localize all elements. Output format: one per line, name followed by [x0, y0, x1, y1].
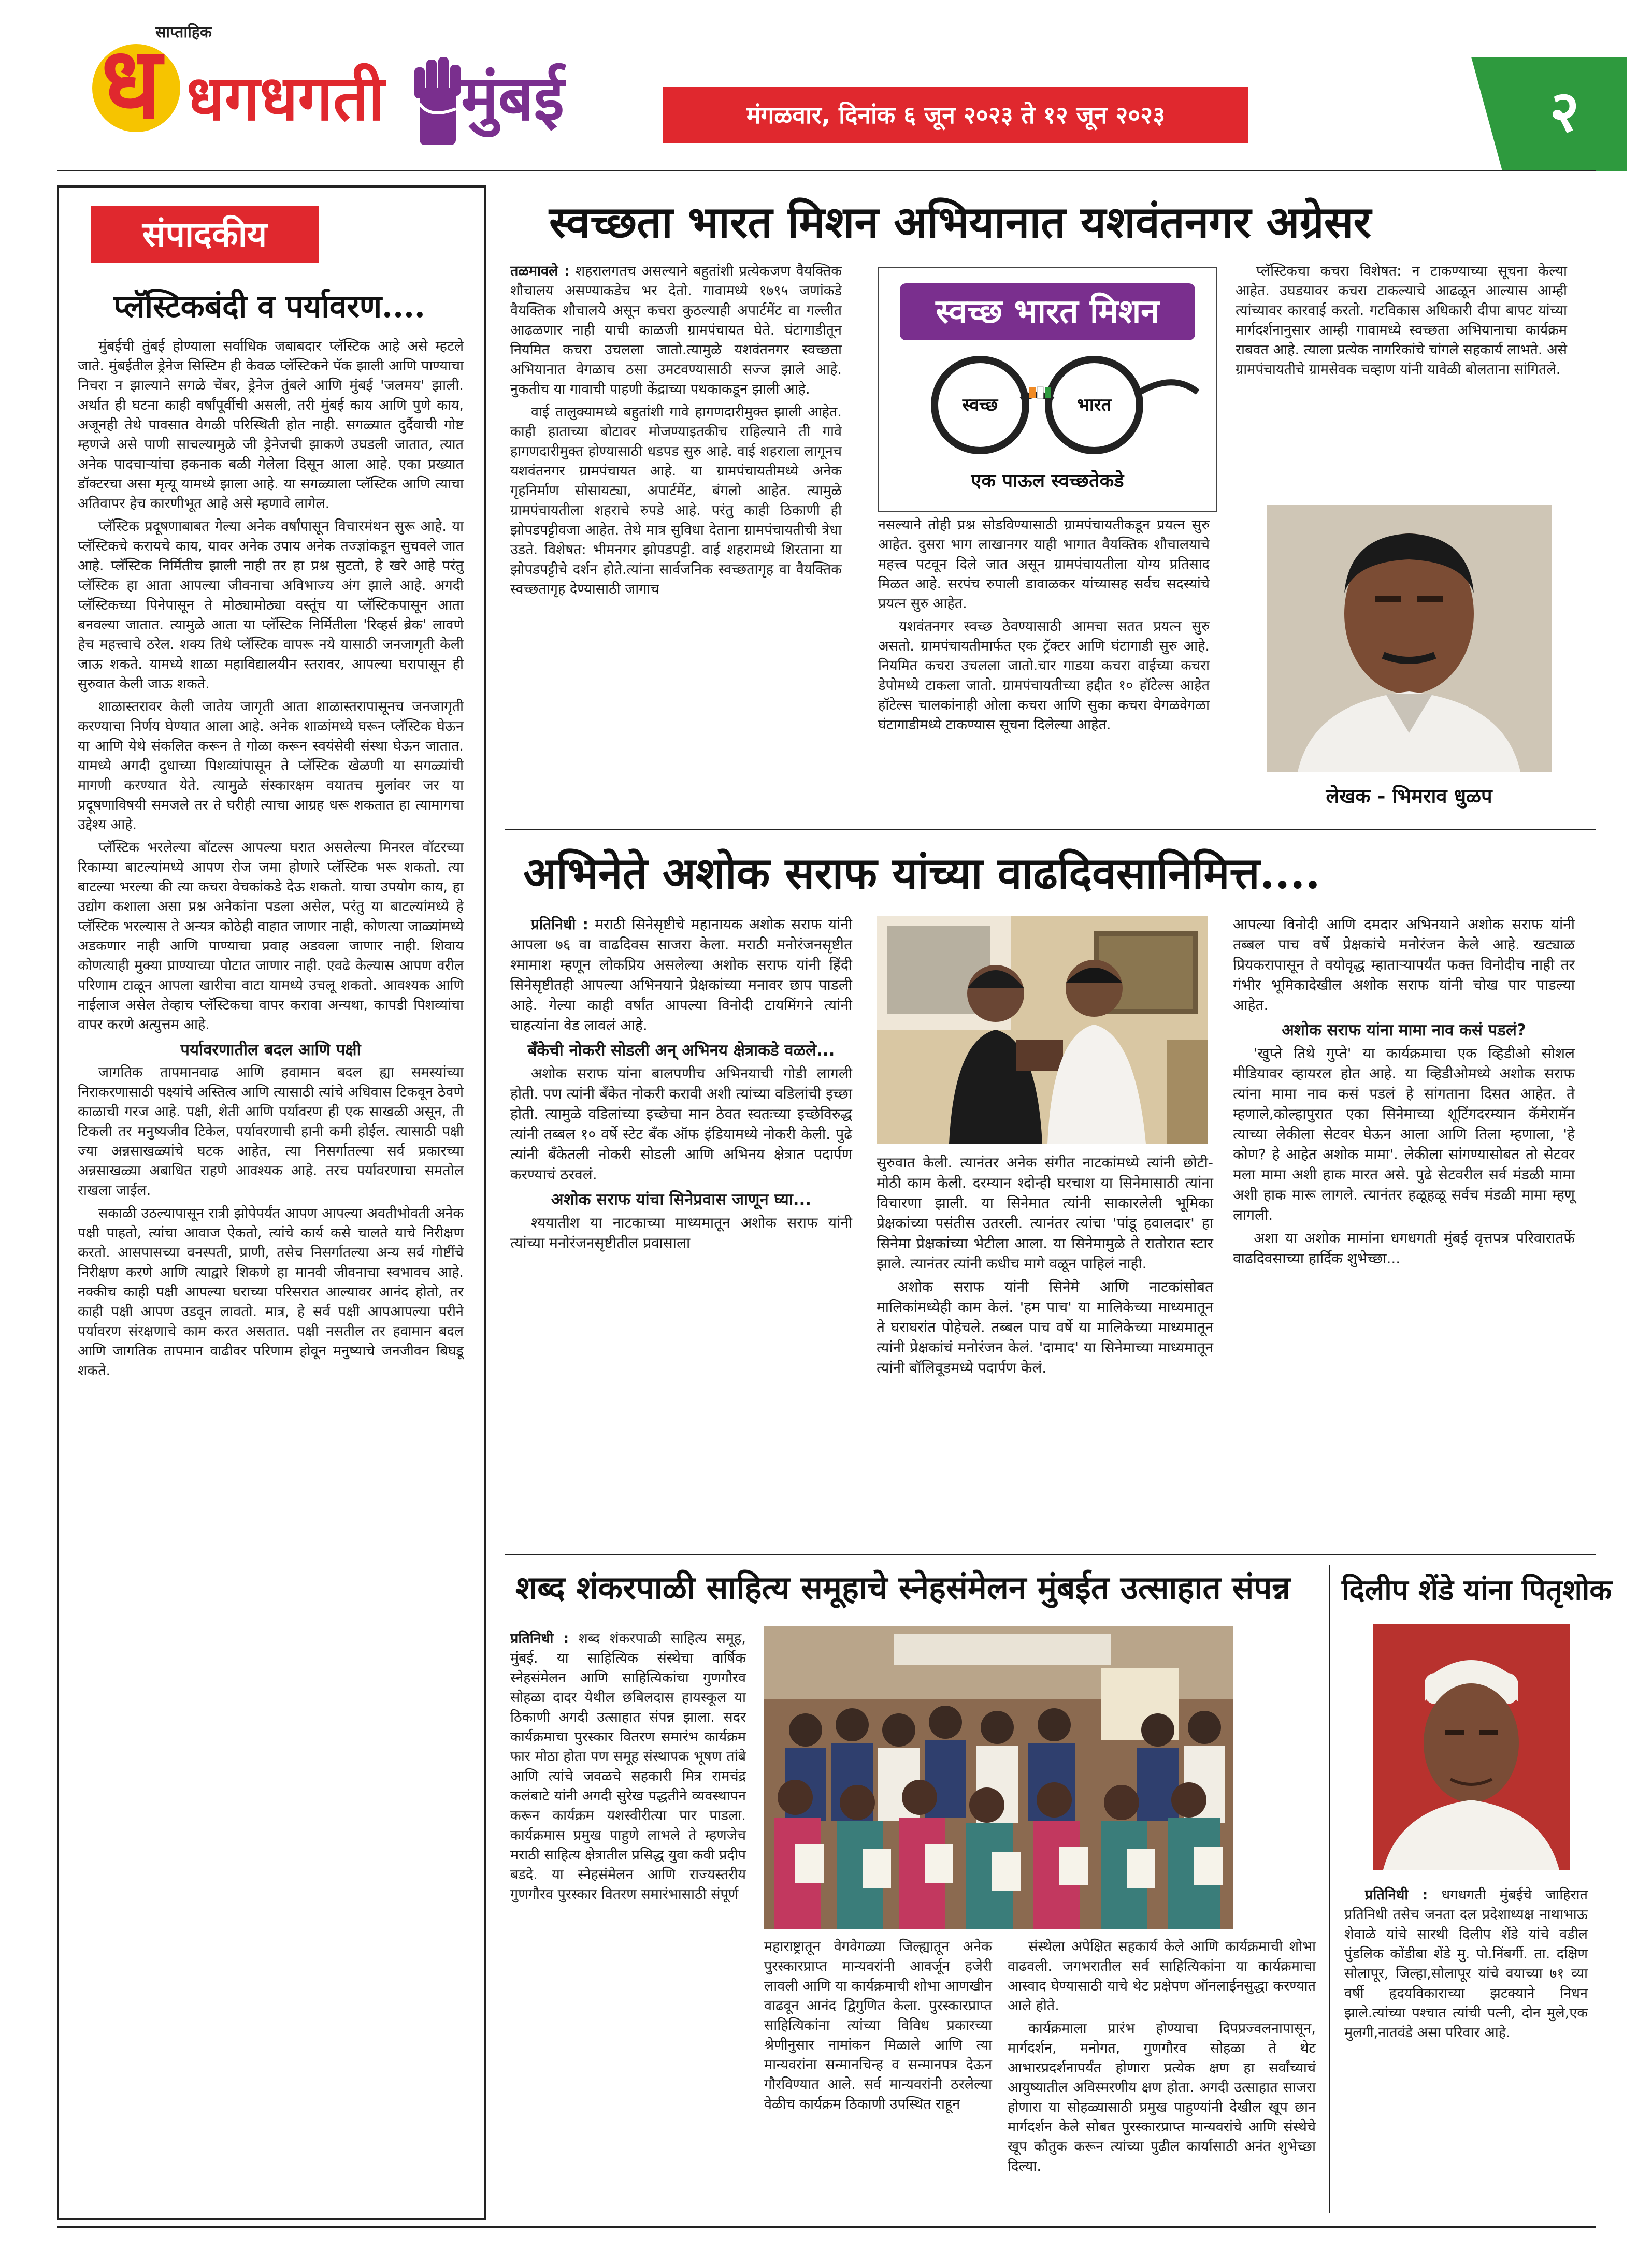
sahitya-final-col3 [1008, 1937, 1316, 2180]
saraf-photo [877, 916, 1208, 1144]
section-rule [505, 829, 1596, 830]
sahitya-headline: शब्द शंकरपाळी साहित्य समूहाचे स्नेहसंमेलन मुंबईत उत्साहात संपन्न [515, 1569, 1290, 1607]
shende-photo [1373, 1624, 1570, 1870]
swachh-paragraph: यशवंतनगर स्वच्छ ठेवण्यासाठी आमचा सतत प्रयत्न सुरु असतो. ग्रामपंचायतीमार्फत एक ट्रॅक्टर आणि घंटागाडी सुरु आहे. नियमित कचरा उचलला जातो.चार गाडया कचरा वाईच्या कचरा डेपोमध्ये टाकला जातो. ग्रामपंचायतीच्या हद्दीत १० हॉटेल्स आहेत हॉटेल्स चालकांनाही ओला कचरा आणि सुका कचरा वेगळवेगळा घंटागाडीमध्ये टाकण्यास सूचना दिलेल्या आहेत. [878, 618, 1210, 733]
swachh-col-2 [878, 515, 1210, 738]
masthead-rule [57, 170, 1596, 171]
sahitya-paragraph: महाराष्ट्रातून वेगवेगळ्या जिल्ह्यातून अनेक पुरस्कारप्राप्त मान्यवरांनी आवर्जून हजेरी लावली आणि या कार्यक्रमाची शोभा आणखीन वाढवून आनंद द्विगुणित केला. पुरस्कारप्राप्त साहित्यिकांना त्यांच्या विविध प्रकारच्या श्रेणीनुसार नामांकन मिळाले आणि त्या मान्यवरांना सन्मानचिन्ह व सन्मानपत्र देऊन गौरविण्यात आले. सर्व मान्यवरांनी ठरलेल्या वेळीच कार्यक्रम ठिकाणी उपस्थित राहून [764, 1939, 992, 2112]
gandhi-glasses-icon [892, 345, 1203, 454]
sahitya-col-1 [510, 1629, 746, 1908]
author-photo [1267, 505, 1552, 772]
editorial-label-text: संपादकीय [142, 214, 267, 254]
sahitya-text: शब्द शंकरपाळी साहित्य समूह, मुंबई. या साहित्यिक संस्थेचा वार्षिक स्नेहसंमेलन आणि साहित्यिकांचा गुणगौरव सोहळा दादर येथील छबिलदास हायस्कूल या ठिकाणी अगदी उत्साहात संपन्न झाला. सदर कार्यक्रमाचा पुरस्कार वितरण समारंभ कार्यक्रम फार मोठा होता पण समूह संस्थापक भूषण तांबे आणि त्यांचे जवळचे सहकारी मित्र रामचंद्र कलंबाटे यांनी अगदी सुरेख पद्धतीने व्यवस्थापन करून कार्यक्रम यशस्वीरीत्या पार पाडला. कार्यक्रमास प्रमुख पाहुणे लाभले ते म्हणजेच मराठी साहित्य क्षेत्रातील प्रसिद्ध युवा कवी प्रदीप बडदे. या स्नेहसंमेलन आणि राज्यस्तरीय गुणगौरव पुरस्कार वितरण समारंभासाठी संपूर्ण [510, 1631, 746, 1902]
sahitya-group-photo [764, 1626, 1233, 1929]
swachh-col-1 [510, 262, 842, 602]
swachh-paragraph [510, 262, 842, 399]
sahitya-col-2 [764, 1937, 992, 2117]
logo-right-word: भारत [1077, 395, 1111, 415]
sahitya-dateline: प्रतिनिधी : [510, 1631, 569, 1647]
editorial-paragraph: प्लॅस्टिक भरलेल्या बॉटल्स आपल्या घरात असलेल्या मिनरल वॉटरच्या रिकाम्या बाटल्यांमध्ये आपण रोज जमा होणारे प्लॅस्टिक भरू शकतो. त्या बाटल्या भरल्या की त्या कचरा वेचकांकडे देऊ शकतो. याचा उपयोग काय, हा उद्योग कशाला असा प्रश्न अनेकांना पडला असेल, परंतु या बाटल्यांमध्ये हे प्लॅस्टिक भरल्यास ते अन्यत्र कोठेही वाहात जाणार नाही, कोणत्या जाळ्यांमध्ये अडकणार नाही आणि पाण्याचा प्रवाह अडवला जाणार नाही. शिवाय कोणत्याही मुक्या प्राण्याच्या पोटात जाणार नाही. एवढे केल्यास आपण वरील परिणाम टाळून आपला खारीचा वाटा यामध्ये उचलू शकतो. आवश्यक आणि नाईलाज असेल तेव्हाच प्लॅस्टिकचा वापर करावा अन्यथा, कापडी पिशव्यांचा वापर करणे अत्युत्तम आहे. [78, 840, 464, 1033]
saraf-col-1 [510, 914, 852, 1256]
raised-fist-icon [409, 47, 466, 150]
weekly-label: साप्ताहिक [155, 23, 212, 41]
logo-left-word: स्वच्छ [962, 395, 998, 415]
logo-text-mumbai: मुंबई [461, 62, 565, 135]
shende-text: धगधगती मुंबईचे जाहिरात प्रतिनिधी तसेच जनता दल प्रदेशाध्यक्ष नाथाभाऊ शेवाळे यांचे सारथी दिलीप शेंडे यांचे वडील पुंडलिक कोंडीबा शेंडे मु. पो.निंबर्गी. ता. दक्षिण सोलापूर, जिल्हा,सोलापूर यांचे वयाच्या ७१ व्या वर्षी हृदयविकाराच्या झटक्याने निधन झाले.त्यांच्या पश्चात त्यांची पत्नी, दोन मुले,एक मुलगी,नातवंडे असा परिवार आहे. [1344, 1887, 1588, 2041]
swachh-text: शहरालगतच असल्याने बहुतांशी प्रत्येकजण वैयक्तिक शौचालय असण्याकडेच भर देतो. गावामध्ये १७९५ जणांकडे वैयक्तिक शौचालये असून कचरा कुठल्याही अपार्टमेंट वा गल्लीत आढळणार नाही याची काळजी ग्रामपंचायत घेते. घंटागाडीतून नियमित कचरा उचलला जातो.त्यामुळे यशवंतनगर स्वच्छता अभियानात वेगळाच ठसा उमटवण्यासाठी सज्ज झाले आहे. नुकतीच या गावाची पाहणी केंद्राच्या पथकाकडून झाली आहे. [510, 263, 842, 397]
saraf-paragraph: सुरुवात केली. त्यानंतर अनेक संगीत नाटकांमध्ये त्यांनी छोटी-मोठी काम केली. दरम्यान श्दोन्ही घरचाश या सिनेमासाठी त्यांना विचारणा झाली. या सिनेमात त्यांनी साकारलेली भूमिका प्रेक्षकांच्या पसंतीस उतरली. त्यानंतर त्यांचा 'पांडू हवालदार' हा सिनेमा प्रेक्षकांच्या भेटीला आला. या सिनेमामुळे ते रातोरात स्टार झाले. त्यानंतर त्यांनी कधीच मागे वळून पाहिलं नाही. [877, 1154, 1213, 1272]
saraf-col-3 [1233, 914, 1575, 1272]
saraf-paragraph: अशोक सराफ यांनी सिनेमे आणि नाटकांसोबत मालिकांमध्येही काम केलं. 'हम पाच' या मालिकेच्या माध्यमातून ते घराघरांत पोहेचले. तब्बल पाच वर्षे या मालिकेच्या माध्यमातून त्यांनी प्रेक्षकांचं मनोरंजन केलं. 'दामाद' या सिनेमाच्या माध्यमातून त्यांनी बॉलिवूडमध्ये पदार्पण केलं. [877, 1278, 1213, 1376]
editorial-title: प्लॅस्टिकबंदी व पर्यावरण.... [113, 289, 425, 325]
saraf-headline: अभिनेते अशोक सराफ यांच्या वाढदिवसानिमित्त.... [523, 847, 1320, 899]
shende-body [1344, 1885, 1588, 2046]
swachh-headline: स्वच्छता भारत मिशन अभियानात यशवंतनगर अग्रेसर [549, 196, 1371, 248]
swachh-dateline: तळमावले : [510, 263, 570, 279]
page-number: २ [1549, 78, 1579, 145]
sahitya-paragraph: संस्थेला अपेक्षित सहकार्य केले आणि कार्यक्रमाची शोभा वाढवली. जगभरातील सर्व साहित्यिकांना या कार्यक्रमाचा आस्वाद घेण्यासाठी याचे थेट प्रक्षेपण ऑनलाईनसुद्धा करण्यात आले होते. [1008, 1939, 1316, 2014]
saraf-dateline: प्रतिनिधी : [531, 916, 588, 933]
swachh-paragraph: वाई तालुक्यामध्ये बहुतांशी गावे हागणदारीमुक्त झाली आहेत. काही हाताच्या बोटावर मोजण्याइतकीच राहिल्याने ती गावे हागणदारीमुक्त होण्यासाठी धडपड सुरु आहे. वाई शहराला लागूनच यशवंतनगर ग्रामपंचायत आहे. या ग्रामपंचायतीमध्ये अनेक गृहनिर्माण सोसायट्या, अपार्टमेंट, बंगलो आहेत. त्यामुळे ग्रामपंचायतीला शहराचे रुपडे आहे. परंतु काही ठिकाणी ही झोपडपट्टीवजा आहेत. तेथे मात्र सुविधा देताना ग्रामपंचायतीची त्रेधा उडते. विशेषत: भीमनगर झोपडपट्टी. वाई शहरामध्ये शिरताना या झोपडपट्टीचे दर्शन होते.त्यांना सार्वजनिक स्वच्छतागृह वा वैयक्तिक स्वच्छतागृह देण्यासाठी जागाच [510, 404, 842, 597]
sahitya-paragraph: कार्यक्रमाला प्रारंभ होण्याचा दिपप्रज्वलनापासून, मार्गदर्शन, मनोगत, गुणगौरव सोहळा ते थेट आभारप्रदर्शनापर्यंत होणारा प्रत्येक क्षण हा सर्वांच्याचं आयुष्यातील अविस्मरणीय क्षण होता. अगदी उत्साहात साजरा होणारा या सोहळ्यासाठी प्रमुख पाहुण्यांनी देखील खूप छान मार्गदर्शन केले सोबत पुरस्कारप्राप्त मान्यवरांचे आणि संस्थेचे खूप कौतुक करून त्यांच्या पुढील कार्यासाठी अनंत शुभेच्छा दिल्या. [1008, 2021, 1316, 2174]
swachh-paragraph: प्लॅस्टिकचा कचरा विशेषत: न टाकण्याच्या सूचना केल्या आहेत. उघडयावर कचरा टाकल्याचे आढळून आल्यास आम्ही त्यांच्यावर कारवाई करतो. गटविकास अधिकारी दीपा बापट यांच्या मार्गदर्शनानुसार आम्ही गावामध्ये स्वच्छता अभियानाचा कार्यक्रम राबवत आहे. त्याला प्रत्येक नागरिकांचे चांगले सहकार्य लाभते. असे ग्रामपंचायतीचे ग्रामसेवक चव्हाण यांनी यावेळी बोलताना सांगितले. [1236, 263, 1567, 378]
bottom-rule [57, 2226, 1596, 2228]
masthead [0, 0, 1652, 171]
shende-portrait-image [1373, 1624, 1570, 1870]
logo-title: स्वच्छ भारत मिशन [936, 292, 1159, 331]
author-portrait-image [1267, 505, 1552, 772]
saraf-subhead: बँकेची नोकरी सोडली अन् अभिनय क्षेत्राकडे वळले... [527, 1041, 835, 1060]
column-rule [1329, 1565, 1330, 2213]
swachh-paragraph: नसल्याने तोही प्रश्न सोडविण्यासाठी ग्रामपंचायतीकडून प्रयत्न सुरु आहेत. दुसरा भाग लाखानगर याही भागात वैयक्तिक शौचालयाचे महत्त्व पटवून दिले जात असून ग्रामपंचायतीला योग्य प्रतिसाद मिळत आहे. सरपंच रुपाली डावाळकर यांच्यासह सर्वच सदस्यांचे प्रयत्न सुरु आहेत. [878, 517, 1210, 612]
shende-headline: दिलीप शेंडे यांना पितृशोक [1342, 1573, 1612, 1607]
saraf-paragraph: अशोक सराफ यांना बालपणीच अभिनयाची गोडी लागली होती. पण त्यांनी बँकेत नोकरी करावी अशी त्यांच्या वडिलांची इच्छा होती. त्यामुळे वडिलांच्या इच्छेचा मान ठेवत स्वतःच्या इच्छेविरुद्ध त्यांनी तब्बल १० वर्षे स्टेट बँक ऑफ इंडियामध्ये नोकरी केली. पुढे त्यांनी बँकेतली नोकरी सोडली आणि अभिनय क्षेत्रात पदार्पण करण्याचं ठरवलं. [510, 1065, 852, 1183]
saraf-paragraph: अशा या अशोक मामांना धगधगती मुंबई वृत्तपत्र परिवारातर्फे वाढदिवसाच्या हार्दिक शुभेच्छा... [1233, 1230, 1575, 1267]
section-rule [505, 1554, 1596, 1555]
shende-dateline: प्रतिनिधी : [1365, 1887, 1428, 1903]
editorial-paragraph: प्लॅस्टिक प्रदूषणाबाबत गेल्या अनेक वर्षांपासून विचारमंथन सुरू आहे. या प्लॅस्टिकचे करायचे काय, यावर अनेक उपाय अनेक तज्ज्ञांकडून सुचवले जात आहे. प्लॅस्टिक निर्मितीच झाली नाही तर हा प्रश्न सुटतो, हे खरे आहे परंतु प्लॅस्टिक हा आता आपल्या जीवनाचा अविभाज्य अंग झाले आहे. अगदी प्लॅस्टिकच्या पिनेपासून ते मोठ्यामोठ्या वस्तूंच या प्लॅस्टिकपासून आता बनवल्या जातात. त्यामुळे आता या प्लॅस्टिक निर्मितीला 'रिव्हर्स ब्रेक' लावणे हेच महत्त्वाचे ठरेल. शक्य तिथे प्लॅस्टिक वापरू नये यासाठी जनजागृती केली जाऊ शकते. यामध्ये शाळा महाविद्यालयीन स्तरावर, आपल्या घरापासून ही सुरुवात केली जाऊ शकते. [78, 518, 464, 692]
editorial-body [78, 337, 464, 1384]
logo-tagline: एक पाऊल स्वच्छतेकडे [971, 470, 1124, 492]
author-caption: लेखक - भिमराव धुळप [1326, 785, 1492, 807]
logo-text-dhagdhagati: धगधगती [186, 62, 385, 135]
swachh-bharat-logo [878, 267, 1217, 512]
date-line: मंगळवार, दिनांक ६ जून २०२३ ते १२ जून २०२३ [746, 101, 1166, 129]
saraf-photo-image [877, 916, 1208, 1144]
saraf-paragraph: 'खुप्ते तिथे गुप्ते' या कार्यक्रमाचा एक व्हिडीओ सोशल मीडियावर व्हायरल होत आहे. या व्हिडीओमध्ये अशोक सराफ त्यांना मामा नाव कसं पडलं हे सांगताना दिसत आहेत. ते म्हणाले,कोल्हापुरात एका सिनेमाच्या शूटिंगदरम्यान कॅमेरामॅन त्याच्या लेकीला सेटवर घेऊन आला आणि तिला म्हणाला, 'हे कोण? हे आहेत अशोक मामा'. लेकीला सांगण्यासोबत तो सेटवर मला मामा अशी हाक मारत असे. पुढे सेटवरील सर्व मंडळी मामा अशी हाक मारू लागले. त्यानंतर हळूहळू सर्वच मंडळी मामा म्हणू लागली. [1233, 1045, 1575, 1223]
saraf-subhead: अशोक सराफ यांना मामा नाव कसं पडलं? [1282, 1021, 1526, 1040]
editorial-paragraph: शाळास्तरावर केली जातेय जागृती आता शाळास्तरापासूनच जनजागृती करण्याचा निर्णय घेण्यात आला आहे. अनेक शाळांमध्ये घरून प्लॅस्टिक घेऊन या आणि येथे संकलित करून ते गोळा करून स्वयंसेवी संस्था घेऊन जातात. यामध्ये अगदी दुधाच्या पिशव्यांपासून ते प्लॅस्टिक खेळणी या सगळ्यांची मागणी करण्यात येते. त्यामुळे संस्कारक्षम वयातच मुलांवर जर या प्रदूषणाविषयी समजले तर ते घरीही त्याचा आग्रह धरू शकतात हा त्यामागचा उद्देश्य आहे. [78, 699, 464, 833]
editorial-subhead: पर्यावरणातील बदल आणि पक्षी [180, 1041, 361, 1059]
swachh-col-3 [1236, 262, 1567, 383]
saraf-text: मराठी सिनेसृष्टीचे महानायक अशोक सराफ यांनी आपला ७६ वा वाढदिवस साजरा केला. मराठी मनोरंजनसृष्टीत श्मामाश म्हणून लोकप्रिय असलेल्या अशोक सराफ यांनी हिंदी सिनेसृष्टीतही आपल्या अभिनयाने प्रेक्षकांच्या मनावर छाप पाडली आहे. गेल्या काही वर्षांत आपल्या विनोदी टायमिंगने त्यांनी चाहत्यांना वेड लावलं आहे. [510, 916, 852, 1034]
saraf-subhead: अशोक सराफ यांचा सिनेप्रवास जाणून घ्या... [551, 1190, 812, 1209]
saraf-paragraph [510, 914, 852, 1035]
saraf-col-2 [877, 1152, 1213, 1381]
saraf-paragraph: आपल्या विनोदी आणि दमदार अभिनयाने अशोक सराफ यांनी तब्बल पाच वर्षे प्रेक्षकांचे मनोरंजन केले आहे. खट्याळ प्रियकरापासून ते वयोवृद्ध म्हाताऱ्यापर्यंत फक्त विनोदीच नाही तर गंभीर भूमिकादेखील अशोक सराफ यांनी चोख पार पाडल्या आहेत. [1233, 916, 1575, 1014]
editorial-paragraph: सकाळी उठल्यापासून रात्री झोपेपर्यंत आपण आपल्या अवतीभोवती अनेक पक्षी पाहतो, त्यांचा आवाज ऐकतो, त्यांचे कार्य कसे चालते याचे निरीक्षण करतो. आसपासच्या वनस्पती, प्राणी, तसेच निसर्गातल्या अन्य सर्व गोष्टींचे निरीक्षण करणे आणि त्याद्वारे शिकणे हा मानवी जीवनाचा स्वभावच आहे. नक्कीच काही पक्षी आपल्या घराच्या परिसरात आल्यावर आनंद होतो, तर काही पक्षी आपण उडवून लावतो. मात्र, हे सर्व पक्षी आपआपल्या परीने पर्यावरण संरक्षणाचे काम करत असतात. पक्षी नसतील तर हवामान बदल आणि जागतिक तापमान वाढीवर परिणाम होवून मनुष्याचे जनजीवन बिघडू शकते. [78, 1205, 464, 1379]
shende-paragraph [1344, 1885, 1588, 2043]
editorial-paragraph: जागतिक तापमानवाढ आणि हवामान बदल ह्या समस्यांच्या निराकरणासाठी पक्ष्यांचे अस्तित्व आणि त्यासाठी त्यांचे अधिवास टिकवून ठेवणे काळाची गरज आहे. पक्षी, शेती आणि पर्यावरण ही एक साखळी असून, ती टिकली तर मनुष्यजीव टिकेल, पर्यावरणाची हानी कमी होईल. त्यासाठी पक्षी ज्या अन्नसाखळ्यांचे घटक आहेत, त्या निसर्गातल्या सर्व प्रकारच्या अन्नसाखळ्या अबाधित राहणे आवश्यक आहे. तरच पर्यावरणाचा समतोल राखला जाईल. [78, 1064, 464, 1199]
sahitya-group-image [764, 1626, 1233, 1929]
logo-emblem-letter: ध [101, 25, 162, 140]
sahitya-paragraph [510, 1629, 746, 1905]
saraf-paragraph: श्ययातीश या नाटकाच्या माध्यमातून अशोक सराफ यांनी त्यांच्या मनोरंजनसृष्टीतील प्रवासाला [510, 1214, 852, 1251]
editorial-paragraph: मुंबईची तुंबई होण्याला सर्वाधिक जबाबदार प्लॅस्टिक आहे असे म्हटले जाते. मुंबईतील ड्रेनेज सिस्टिम ही केवळ प्लॅस्टिकने पॅक झाली आणि पाण्याचा निचरा न झाल्याने सगळे चेंबर, ड्रेनेज तुंबले आणि मुंबई 'जलमय' झाली. अर्थात ही घटना काही वर्षांपूर्वीची असली, तरी मुंबई काय आणि पुणे काय, अजूनही तेथे पावसात वेगळी परिस्थिती होत नाही. सगळ्यात दुर्दैवाची गोष्ट म्हणजे असे पाणी साचल्यामुळे जी ड्रेनेजची झाकणे उघडली जातात, त्यात अनेक पादचाऱ्यांचा हकनाक बळी गेलेला दिसून आला आहे. एका प्रख्यात डॉक्टरचा असा मृत्यू यामध्ये झाला आहे. या सगळ्याला प्लॅस्टिक आणि त्याचा अतिवापर हेच कारणीभूत आहे असे म्हणावे लागेल. [78, 338, 464, 512]
